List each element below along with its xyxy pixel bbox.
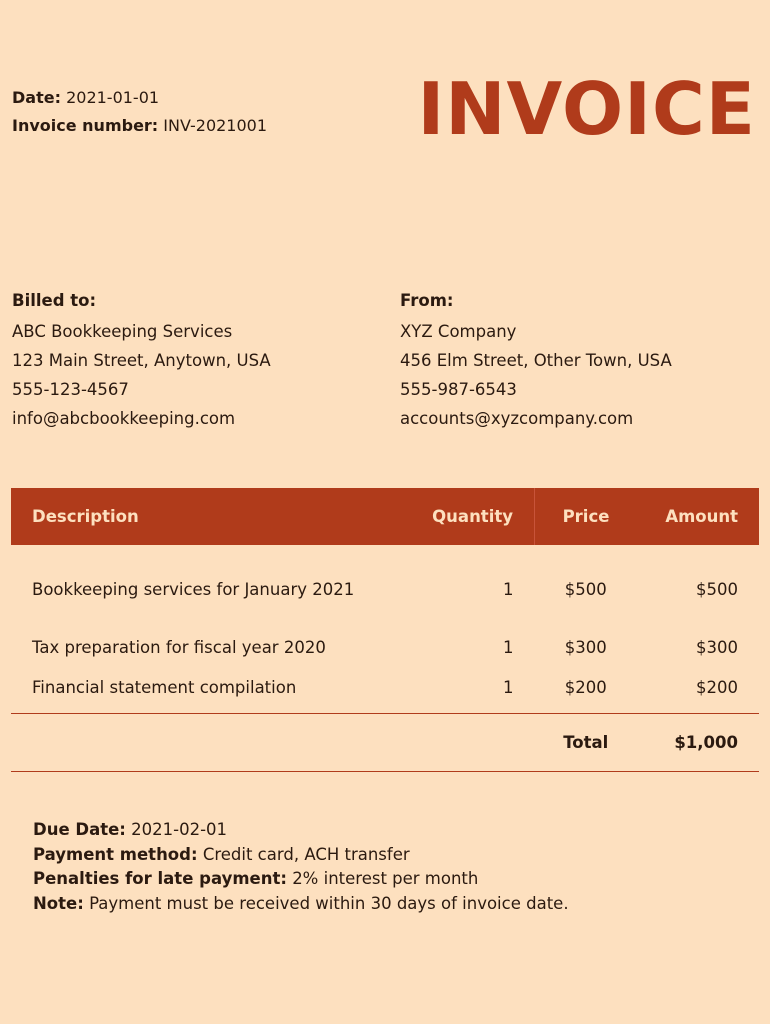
total-label: Total xyxy=(535,714,638,772)
row-quantity: 1 xyxy=(503,677,514,697)
late-penalties-value: 2% interest per month xyxy=(292,869,479,888)
from-name: XYZ Company xyxy=(400,322,517,341)
row-amount: $500 xyxy=(696,579,738,599)
row-quantity: 1 xyxy=(503,637,514,657)
billed-to-phone: 555-123-4567 xyxy=(12,380,129,399)
from-phone: 555-987-6543 xyxy=(400,380,517,399)
due-date-value: 2021-02-01 xyxy=(131,820,228,839)
header-price: Price xyxy=(535,488,638,545)
invoice-title: INVOICE xyxy=(417,67,756,151)
invoice-number xyxy=(12,112,267,140)
table-row xyxy=(11,667,759,714)
payment-method-label: Payment method: xyxy=(33,844,198,864)
from-email: accounts@xyzcompany.com xyxy=(400,409,634,428)
total-spacer xyxy=(11,714,382,772)
billed-to-email: info@abcbookkeeping.com xyxy=(12,409,236,428)
billed-to-address: 123 Main Street, Anytown, USA xyxy=(12,351,271,370)
billed-to-block xyxy=(12,286,271,433)
total-value: $1,000 xyxy=(637,714,759,772)
header-quantity: Quantity xyxy=(382,488,535,545)
payment-note xyxy=(33,892,569,917)
row-description: Financial statement compilation xyxy=(32,677,297,697)
table-row xyxy=(11,627,759,667)
row-price: $200 xyxy=(564,677,607,697)
row-description: Tax preparation for fiscal year 2020 xyxy=(32,637,326,657)
invoice-date-label: Date: xyxy=(12,88,61,107)
payment-terms xyxy=(33,818,569,916)
row-amount: $300 xyxy=(696,637,738,657)
payment-note-value: Payment must be received within 30 days of invoice date. xyxy=(89,893,569,913)
total-spacer xyxy=(382,714,535,772)
header-description: Description xyxy=(11,488,382,545)
table-row xyxy=(11,545,759,627)
billed-to-name: ABC Bookkeeping Services xyxy=(12,322,233,341)
invoice-number-value: INV-2021001 xyxy=(163,116,268,135)
payment-method-value: Credit card, ACH transfer xyxy=(202,844,410,864)
from-block xyxy=(400,286,672,433)
invoice-number-label: Invoice number: xyxy=(12,116,159,135)
header-amount: Amount xyxy=(637,488,759,545)
billed-to-heading: Billed to: xyxy=(12,291,97,310)
from-address: 456 Elm Street, Other Town, USA xyxy=(400,351,672,370)
late-penalties-label: Penalties for late payment: xyxy=(33,869,287,888)
table-header-row xyxy=(11,488,759,545)
line-items-table xyxy=(11,488,759,772)
due-date-label: Due Date: xyxy=(33,820,126,839)
row-description: Bookkeeping services for January 2021 xyxy=(32,579,355,599)
from-heading: From: xyxy=(400,291,454,310)
payment-note-label: Note: xyxy=(33,893,84,913)
total-row xyxy=(11,714,759,772)
payment-method xyxy=(33,843,569,868)
row-amount: $200 xyxy=(696,677,738,697)
late-penalties xyxy=(33,867,569,892)
row-quantity: 1 xyxy=(503,579,514,599)
due-date xyxy=(33,818,569,843)
row-price: $300 xyxy=(564,637,607,657)
invoice-date-value: 2021-01-01 xyxy=(66,88,160,107)
invoice-date xyxy=(12,84,267,112)
invoice-meta xyxy=(12,84,267,140)
row-price: $500 xyxy=(564,579,607,599)
